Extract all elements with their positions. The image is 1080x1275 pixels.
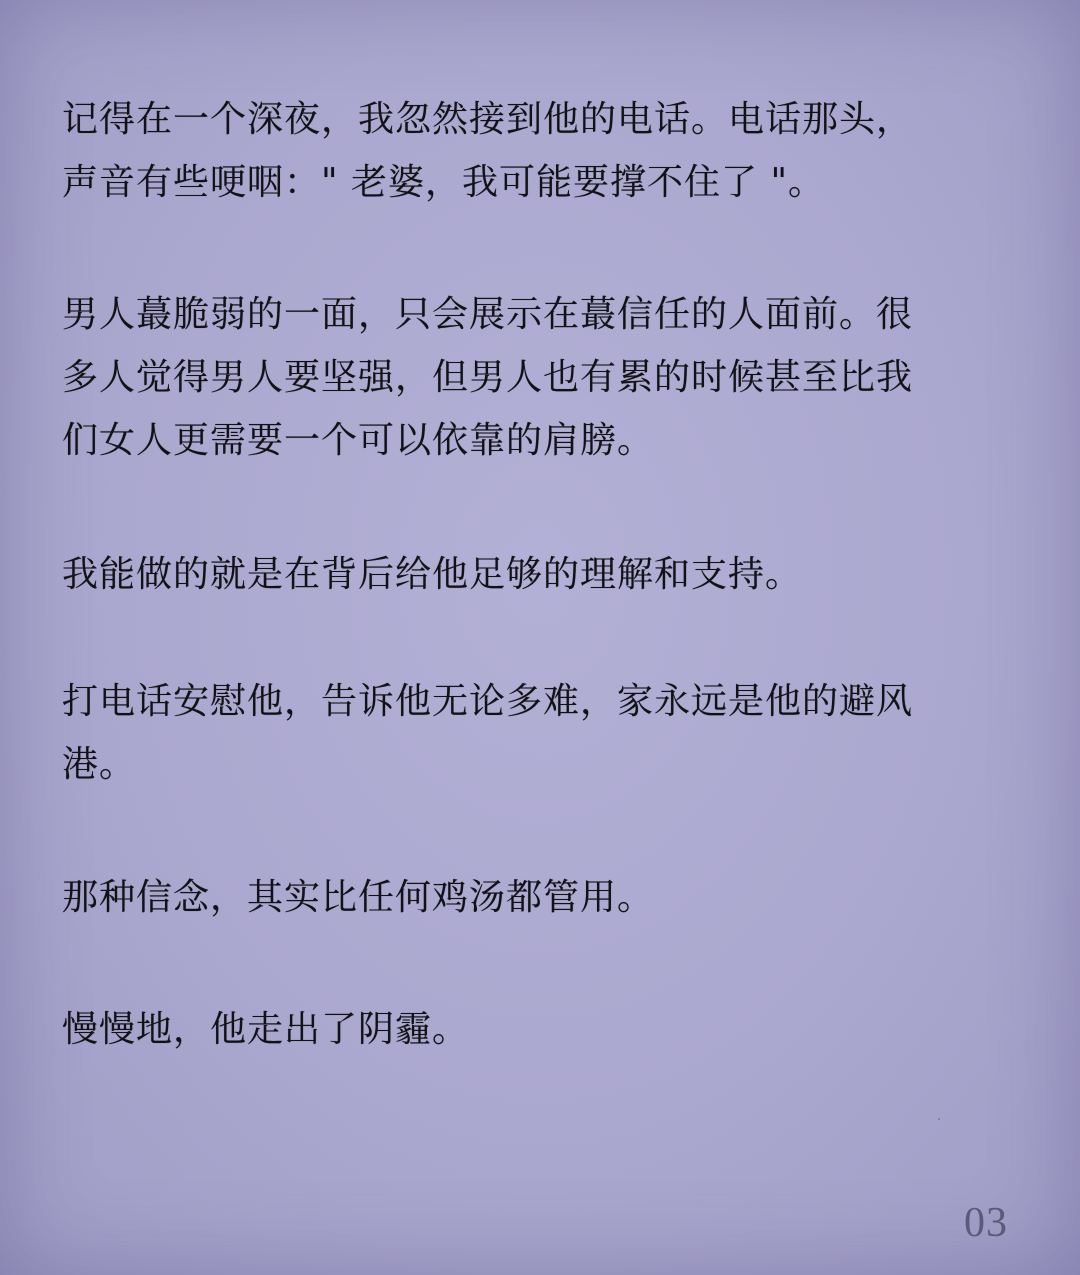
text-line: 我能做的就是在背后给他足够的理解和支持。 <box>62 554 803 595</box>
paragraph-4 <box>62 670 913 796</box>
paragraph-6 <box>62 998 469 1061</box>
text-line: 港。 <box>62 744 137 785</box>
paragraph-2 <box>62 283 913 472</box>
paragraph-1 <box>62 88 1022 214</box>
text-line: 慢慢地，他走出了阴霾。 <box>62 1009 470 1050</box>
text-line: 多人觉得男人要坚强，但男人也有累的时候甚至比我 <box>62 357 914 398</box>
text-line: 那种信念，其实比任何鸡汤都管用。 <box>62 877 655 918</box>
text-line: 们女人更需要一个可以依靠的肩膀。 <box>62 420 655 461</box>
text-line: 声音有些哽咽：" 老婆，我可能要撑不住了 "。 <box>62 162 826 203</box>
text-line: 打电话安慰他，告诉他无论多难，家永远是他的避风 <box>62 681 914 722</box>
text-line: 记得在一个深夜，我忽然接到他的电话。电话那头， <box>62 99 914 140</box>
paragraph-3 <box>62 543 802 606</box>
paragraph-5 <box>62 866 654 929</box>
page-number: 03 <box>964 1200 1008 1246</box>
text-line: 男人蕞脆弱的一面，只会展示在蕞信任的人面前。很 <box>62 294 914 335</box>
text-page <box>62 88 1022 1050</box>
paper-speck <box>938 1118 940 1120</box>
